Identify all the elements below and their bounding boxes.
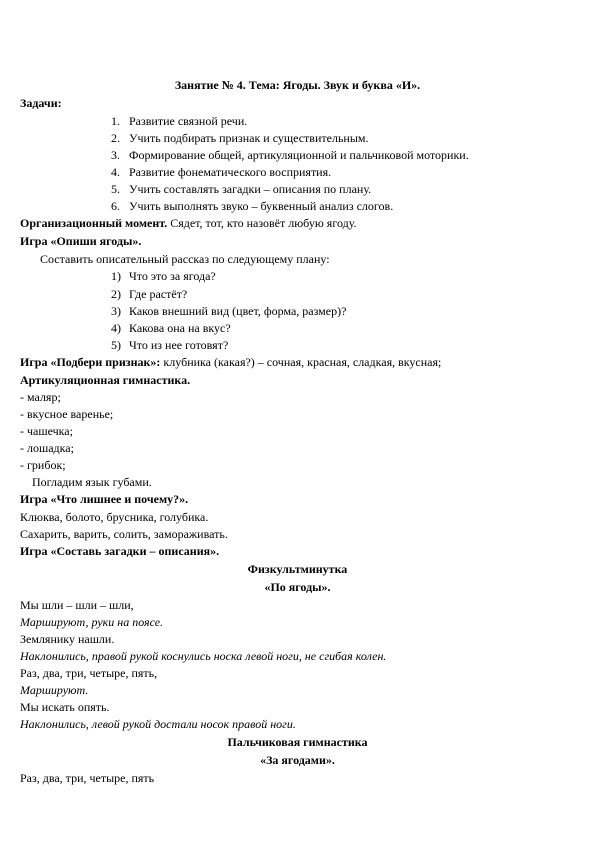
plan-item: 1) Что это за ягода? (111, 269, 216, 283)
articulation-item: - маляр; (20, 390, 61, 404)
articulation-item: - грибок; (20, 458, 66, 472)
articulation-last: Погладим язык губами. (32, 475, 152, 489)
fizk-title: «По ягоды». (264, 580, 331, 594)
plan-item: 5) Что из нее готовят? (111, 338, 229, 352)
poem-instruction: Наклонились, правой рукой коснулись носка левой ноги, не сгибая колен. (20, 649, 387, 663)
poem-line: Раз, два, три, четыре, пять, (20, 666, 158, 680)
task-item: 5. Учить составлять загадки – описания по плану. (111, 182, 372, 196)
task-item: 3. Формирование общей, артикуляционной и пальчиковой моторики. (111, 148, 469, 162)
game-riddles-heading: Игра «Составь загадки – описания». (20, 544, 220, 558)
game-describe-heading: Игра «Опиши ягоды». (20, 234, 142, 248)
poem-line: Мы шли – шли – шли, (20, 598, 134, 612)
articulation-item: - лошадка; (20, 441, 74, 455)
game-odd-heading: Игра «Что лишнее и почему?». (20, 492, 189, 506)
poem-instruction: Наклонились, левой рукой достали носок правой ноги. (20, 717, 296, 731)
plan-item: 2) Где растёт? (111, 287, 188, 301)
plan-item: 3) Каков внешний вид (цвет, форма, размер)? (111, 304, 347, 318)
plan-item: 4) Какова она на вкус? (111, 321, 231, 335)
game-attribute: Игра «Подбери признак»: клубника (какая?) – сочная, красная, сладкая, вкусная; (20, 355, 442, 369)
fizk-heading: Физкультминутка (247, 562, 348, 576)
finger-title: «За ягодами». (260, 753, 335, 767)
tasks-heading: Задачи: (20, 96, 62, 110)
poem-line: Землянику нашли. (20, 632, 115, 646)
poem-instruction: Маршируют, руки на поясе. (20, 615, 164, 629)
task-item: 6. Учить выполнять звуко – буквенный анализ слогов. (111, 199, 394, 213)
finger-heading: Пальчиковая гимнастика (227, 735, 368, 749)
articulation-heading: Артикуляционная гимнастика. (20, 373, 191, 387)
game-describe-intro: Составить описательный рассказ по следующему плану: (40, 252, 330, 266)
page-title: Занятие № 4. Тема: Ягоды. Звук и буква «И». (174, 78, 421, 92)
poem-instruction: Маршируют. (20, 683, 89, 697)
finger-line: Раз, два, три, четыре, пять (20, 771, 155, 785)
task-item: 2. Учить подбирать признак и существительным. (111, 131, 369, 145)
org-moment: Организационный момент. Сядет, тот, кто назовёт любую ягоду. (20, 216, 357, 230)
game-odd-line: Клюква, болото, брусника, голубика. (20, 510, 209, 524)
task-item: 4. Развитие фонематического восприятия. (111, 165, 332, 179)
articulation-item: - чашечка; (20, 424, 73, 438)
poem-line: Мы искать опять. (20, 700, 110, 714)
articulation-item: - вкусное варенье; (20, 407, 114, 421)
task-item: 1. Развитие связной речи. (111, 114, 248, 128)
game-odd-line: Сахарить, варить, солить, замораживать. (20, 527, 228, 541)
